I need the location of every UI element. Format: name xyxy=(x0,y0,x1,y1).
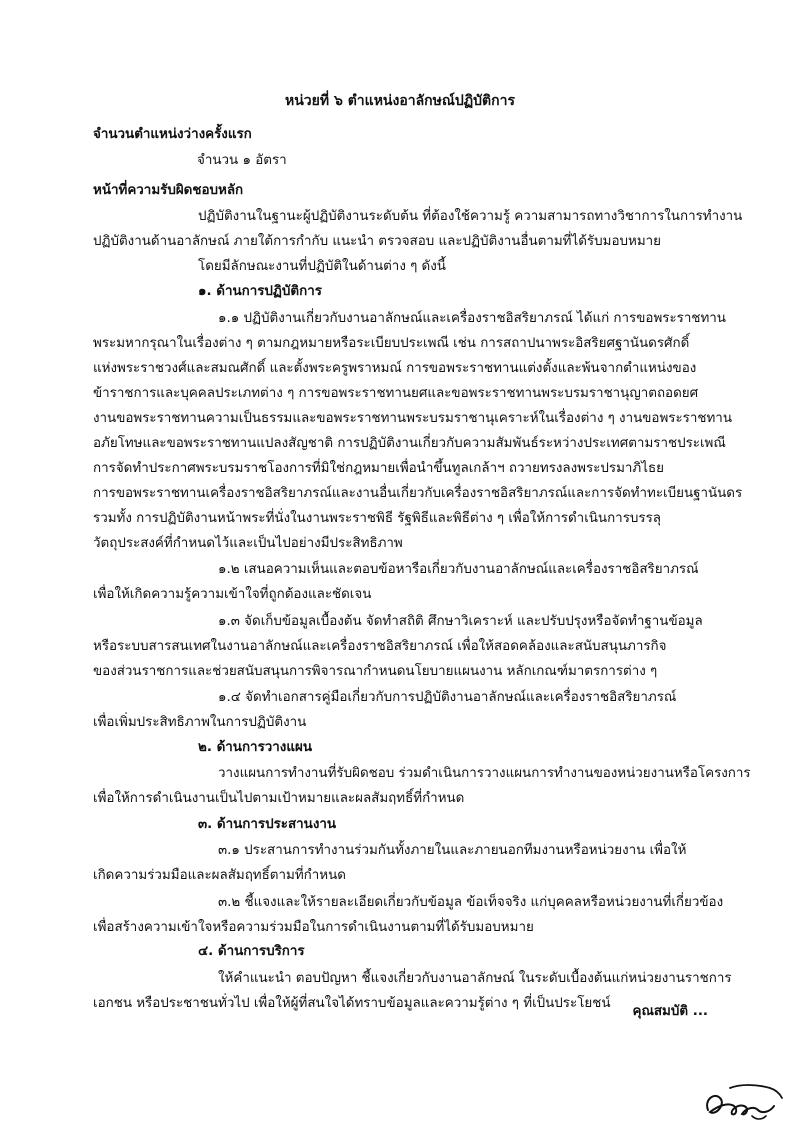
section-heading-service: ๔. ด้านการบริการ xyxy=(198,944,305,959)
paragraph-line: การจัดทำประกาศพระบรมราชโองการที่มิใช่กฎหมายเพื่อนำขึ้นทูลเกล้าฯ ถวายทรงลงพระปรมาภิไธย xyxy=(93,461,665,476)
paragraph-line: หรือระบบสารสนเทศในงานอาลักษณ์และเครื่องราชอิสริยาภรณ์ เพื่อให้สอดคล้องและสนับสนุนภารกิจ xyxy=(93,639,667,654)
paragraph-line: รวมทั้ง การปฏิบัติงานหน้าพระที่นั่งในงานพระราชพิธี รัฐพิธีและพิธีต่าง ๆ เพื่อให้การดำเนินการบรรลุ xyxy=(93,511,661,526)
handwritten-signature xyxy=(700,1076,786,1124)
section-heading-planning: ๒. ด้านการวางแผน xyxy=(198,740,312,755)
paragraph-line: เพื่อเพิ่มประสิทธิภาพในการปฏิบัติงาน xyxy=(93,715,307,730)
continued-marker: คุณสมบัติ ... xyxy=(632,1004,708,1019)
paragraph-line: ให้คำแนะนำ ตอบปัญหา ชี้แจงเกี่ยวกับงานอาลักษณ์ ในระดับเบื้องต้นแก่หน่วยงานราชการ xyxy=(218,971,732,986)
vacancy-heading: จำนวนตำแหน่งว่างครั้งแรก xyxy=(93,127,252,142)
intro-line: ปฏิบัติงานในฐานะผู้ปฏิบัติงานระดับต้น ที่ต้องใช้ความรู้ ความสามารถทางวิชาการในการทำงาน xyxy=(198,209,743,224)
page-title: หน่วยที่ ๖ ตำแหน่งอาลักษณ์ปฏิบัติการ xyxy=(284,93,515,109)
paragraph-line: ของส่วนราชการและช่วยสนับสนุนการพิจารณากำหนดนโยบายแผนงาน หลักเกณฑ์มาตรการต่าง ๆ xyxy=(93,664,658,679)
paragraph-line: อภัยโทษและขอพระราชทานแปลงสัญชาติ การปฏิบัติงานเกี่ยวกับความสัมพันธ์ระหว่างประเทศตามราชประเพณี xyxy=(93,436,726,451)
paragraph-line: เพื่อให้การดำเนินงานเป็นไปตามเป้าหมายและผลสัมฤทธิ์ที่กำหนด xyxy=(93,791,465,806)
section-heading-coordination: ๓. ด้านการประสานงาน xyxy=(198,817,337,832)
paragraph-line: ๓.๒ ชี้แจงและให้รายละเอียดเกี่ยวกับข้อมูล ข้อเท็จจริง แก่บุคคลหรือหน่วยงานที่เกี่ยวข้อง xyxy=(218,895,724,910)
paragraph-line: ๑.๔ จัดทำเอกสารคู่มือเกี่ยวกับการปฏิบัติงานอาลักษณ์และเครื่องราชอิสริยาภรณ์ xyxy=(218,690,677,705)
paragraph-line: แห่งพระราชวงศ์และสมณศักดิ์ และตั้งพระครูพราหมณ์ การขอพระราชทานแต่งตั้งและพ้นจากตำแหน่งของ xyxy=(93,361,697,376)
paragraph-line: วัตถุประสงค์ที่กำหนดไว้และเป็นไปอย่างมีประสิทธิภาพ xyxy=(93,536,403,551)
paragraph-line: เอกชน หรือประชาชนทั่วไป เพื่อให้ผู้ที่สนใจได้ทราบข้อมูลและความรู้ต่าง ๆ ที่เป็นประโยชน์ xyxy=(93,996,611,1011)
paragraph-line: การขอพระราชทานเครื่องราชอิสริยาภรณ์และงานอื่นเกี่ยวกับเครื่องราชอิสริยาภรณ์และการจัดทำทะเบียนฐานันดร xyxy=(93,486,743,501)
intro-line: โดยมีลักษณะงานที่ปฏิบัติในด้านต่าง ๆ ดังนี้ xyxy=(198,259,446,274)
paragraph-line: ๑.๓ จัดเก็บข้อมูลเบื้องต้น จัดทำสถิติ ศึกษาวิเคราะห์ และปรับปรุงหรือจัดทำฐานข้อมูล xyxy=(218,614,703,629)
paragraph-line: ๑.๒ เสนอความเห็นและตอบข้อหารือเกี่ยวกับงานอาลักษณ์และเครื่องราชอิสริยาภรณ์ xyxy=(218,562,699,577)
paragraph-line: งานขอพระราชทานความเป็นธรรมและขอพระราชทานพระบรมราชานุเคราะห์ในเรื่องต่าง ๆ งานขอพระราชทาน xyxy=(93,411,732,426)
paragraph-line: ๑.๑ ปฏิบัติงานเกี่ยวกับงานอาลักษณ์และเครื่องราชอิสริยาภรณ์ ได้แก่ การขอพระราชทาน xyxy=(218,311,726,326)
intro-line: ปฏิบัติงานด้านอาลักษณ์ ภายใต้การกำกับ แนะนำ ตรวจสอบ และปฏิบัติงานอื่นตามที่ได้รับมอบหมาย xyxy=(93,234,662,249)
paragraph-line: ข้าราชการและบุคคลประเภทต่าง ๆ การขอพระราชทานยศและขอพระราชทานพระบรมราชานุญาตถอดยศ xyxy=(93,386,699,401)
responsibilities-heading: หน้าที่ความรับผิดชอบหลัก xyxy=(93,183,244,198)
section-heading-operations: ๑. ด้านการปฏิบัติการ xyxy=(198,284,322,299)
paragraph-line: เพื่อสร้างความเข้าใจหรือความร่วมมือในการดำเนินงานตามที่ได้รับมอบหมาย xyxy=(93,920,534,935)
paragraph-line: ๓.๑ ประสานการทำงานร่วมกันทั้งภายในและภายนอกทีมงานหรือหน่วยงาน เพื่อให้ xyxy=(218,843,687,858)
paragraph-line: เพื่อให้เกิดความรู้ความเข้าใจที่ถูกต้องและชัดเจน xyxy=(93,587,372,602)
paragraph-line: เกิดความร่วมมือและผลสัมฤทธิ์ตามที่กำหนด xyxy=(93,868,346,883)
paragraph-line: พระมหากรุณาในเรื่องต่าง ๆ ตามกฎหมายหรือระเบียบประเพณี เช่น การสถาปนาพระอิสริยศฐานันดรศักดิ์ xyxy=(93,336,690,351)
vacancy-value: จำนวน ๑ อัตรา xyxy=(197,153,287,168)
paragraph-line: วางแผนการทำงานที่รับผิดชอบ ร่วมดำเนินการวางแผนการทำงานของหน่วยงานหรือโครงการ xyxy=(218,766,751,781)
